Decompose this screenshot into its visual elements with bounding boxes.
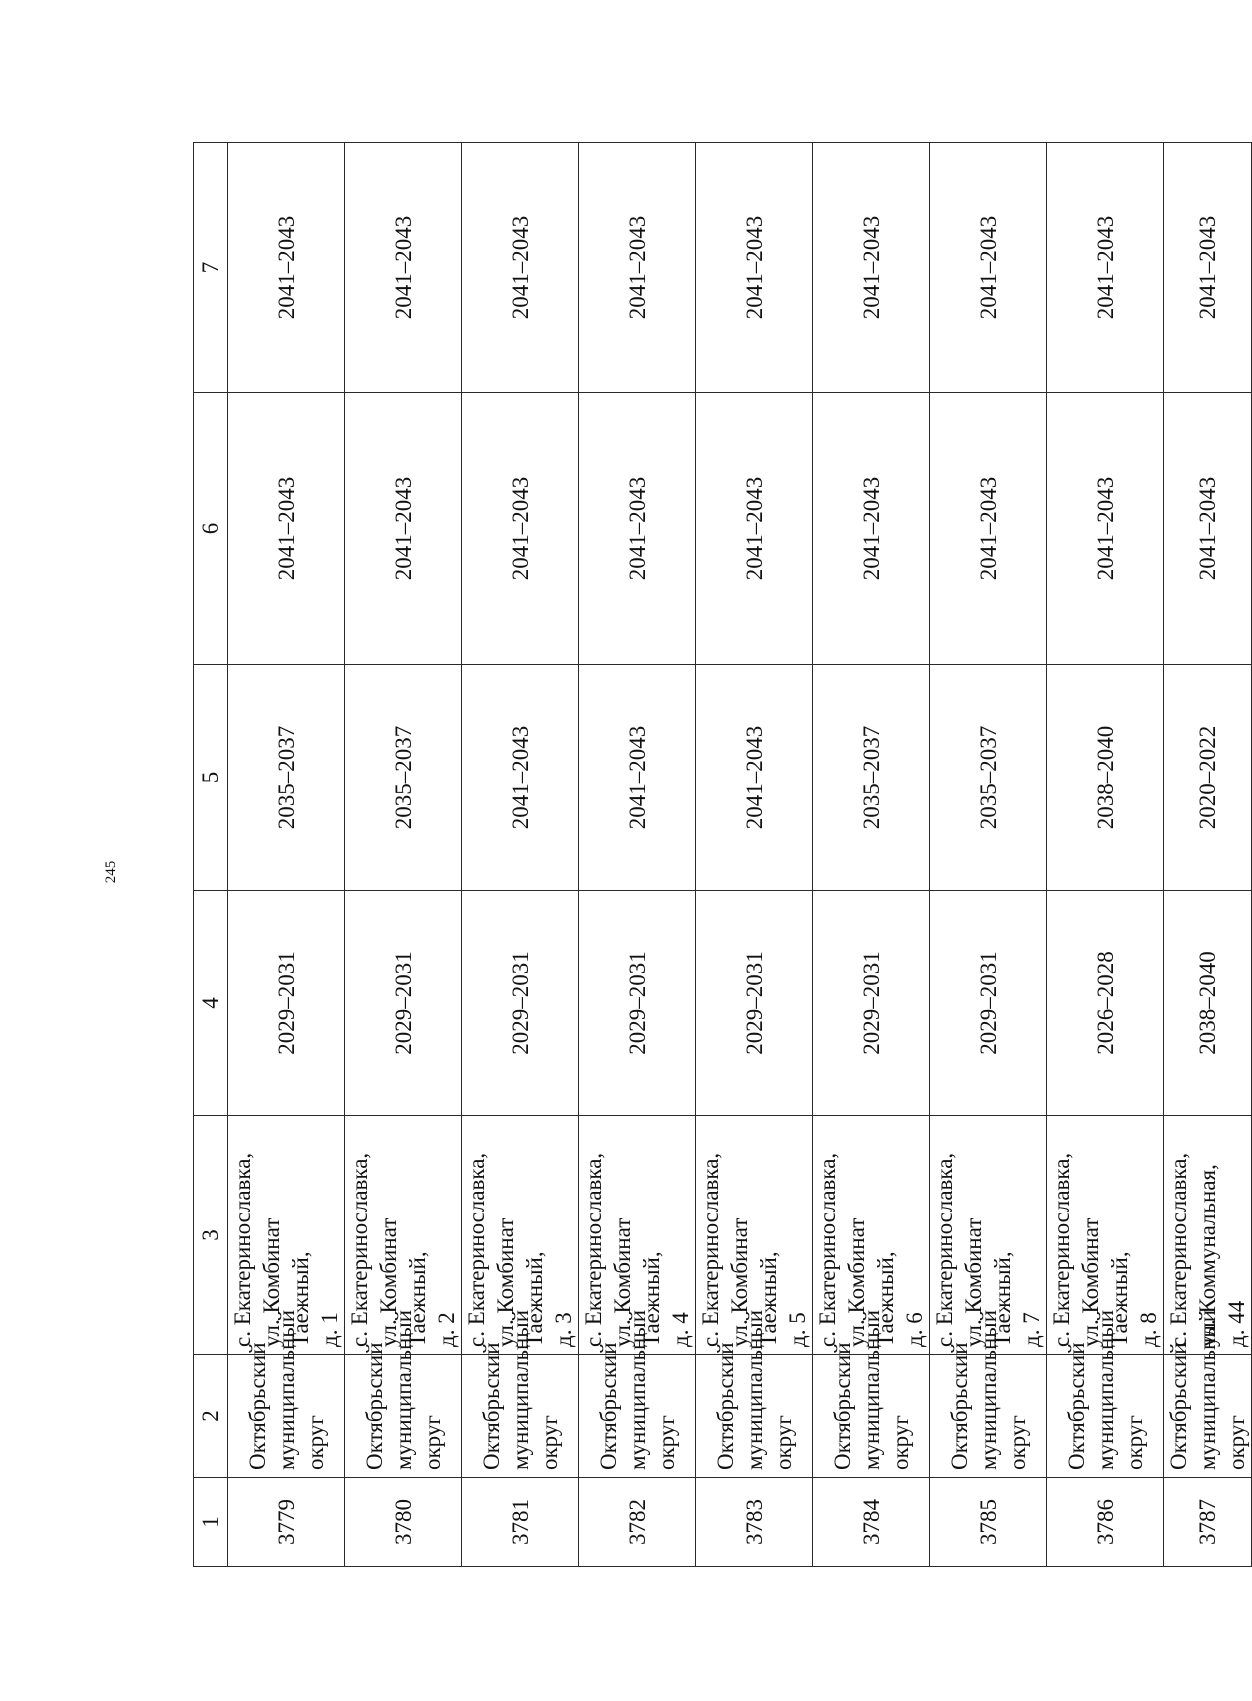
address-cell [1164,1116,1252,1355]
row-number-cell: 3784 [813,1478,930,1567]
table-row [579,143,696,1567]
period-cell-col4: 2029–2031 [696,891,813,1116]
period-cell-col4: 2029–2031 [462,891,579,1116]
table-header-row [194,143,228,1567]
district-line: округ [1224,1415,1249,1470]
row-number-cell: 3783 [696,1478,813,1567]
district-line: Октябрьский [478,1342,504,1470]
column-header: 3 [194,1116,228,1355]
address-line: с. Екатеринославка, [1166,1152,1191,1347]
rotated-table-frame [193,143,1249,1567]
address-line: ул. Комбинат Таежный, [259,1217,313,1347]
period-cell-col6: 2041–2043 [579,393,696,665]
period-cell-col4: 2029–2031 [930,891,1047,1116]
district-line: округ [887,1415,913,1470]
district-line: округ [302,1415,328,1470]
address-line: ул. Комбинат Таежный, [610,1217,664,1347]
period-cell-col4: 2029–2031 [813,891,930,1116]
row-number-cell: 3785 [930,1478,1047,1567]
address-line: ул. Комбинат Таежный, [727,1217,781,1347]
period-cell-col5: 2035–2037 [345,665,462,891]
district-line: муниципальный [624,1309,650,1470]
period-cell-col5: 2020–2022 [1164,665,1252,891]
address-cell [813,1116,930,1355]
row-number-cell: 3782 [579,1478,696,1567]
period-cell-col7: 2041–2043 [345,143,462,393]
district-line: Октябрьский [244,1342,270,1470]
address-cell [345,1116,462,1355]
address-cell [462,1116,579,1355]
district-line: муниципальный [507,1309,533,1470]
column-header: 1 [194,1478,228,1567]
period-cell-col4: 2026–2028 [1047,891,1164,1116]
period-cell-col6: 2041–2043 [696,393,813,665]
address-line: с. Екатеринославка, [932,1152,957,1347]
period-cell-col7: 2041–2043 [228,143,345,393]
address-line: д. 2 [434,1312,459,1347]
table-row [930,143,1047,1567]
table-row [345,143,462,1567]
address-line: с. Екатеринославка, [581,1152,606,1347]
period-cell-col5: 2038–2040 [1047,665,1164,891]
period-cell-col5: 2035–2037 [930,665,1047,891]
period-cell-col7: 2041–2043 [1164,143,1252,393]
address-line: с. Екатеринославка, [230,1152,255,1347]
district-line: Октябрьский [361,1342,387,1470]
period-cell-col4: 2038–2040 [1164,891,1252,1116]
address-line: с. Екатеринославка, [464,1152,489,1347]
period-cell-col6: 2041–2043 [345,393,462,665]
address-line: ул. Комбинат Таежный, [1078,1217,1132,1347]
period-cell-col5: 2041–2043 [696,665,813,891]
address-line: ул. Коммунальная, [1195,1164,1220,1347]
column-header: 5 [194,665,228,891]
data-table [193,142,1252,1567]
period-cell-col6: 2041–2043 [228,393,345,665]
period-cell-col4: 2029–2031 [228,891,345,1116]
column-header: 7 [194,143,228,393]
address-line: с. Екатеринославка, [1049,1152,1074,1347]
district-line: Октябрьский [829,1342,855,1470]
row-number-cell: 3786 [1047,1478,1164,1567]
period-cell-col6: 2041–2043 [1164,393,1252,665]
address-line: д. 1 [317,1312,342,1347]
column-header: 2 [194,1355,228,1478]
address-line: д. 44 [1224,1300,1249,1347]
table-row [696,143,813,1567]
period-cell-col4: 2029–2031 [345,891,462,1116]
period-cell-col7: 2041–2043 [813,143,930,393]
district-line: муниципальный [975,1309,1001,1470]
table-row [228,143,345,1567]
period-cell-col6: 2041–2043 [813,393,930,665]
address-cell [1047,1116,1164,1355]
table-row [462,143,579,1567]
period-cell-col6: 2041–2043 [462,393,579,665]
address-cell [579,1116,696,1355]
address-line: ул. Комбинат Таежный, [376,1217,430,1347]
address-line: ул. Комбинат Таежный, [961,1217,1015,1347]
period-cell-col7: 2041–2043 [696,143,813,393]
address-cell [930,1116,1047,1355]
period-cell-col5: 2035–2037 [813,665,930,891]
district-line: округ [653,1415,679,1470]
district-line: муниципальный [1195,1309,1220,1470]
district-line: округ [770,1415,796,1470]
address-cell [228,1116,345,1355]
district-line: Октябрьский [712,1342,738,1470]
district-line: муниципальный [1092,1309,1118,1470]
period-cell-col6: 2041–2043 [1047,393,1164,665]
address-line: д. 4 [668,1312,693,1347]
address-line: д. 5 [785,1312,810,1347]
period-cell-col7: 2041–2043 [930,143,1047,393]
row-number-cell: 3781 [462,1478,579,1567]
period-cell-col6: 2041–2043 [930,393,1047,665]
row-number-cell: 3787 [1164,1478,1252,1567]
period-cell-col4: 2029–2031 [579,891,696,1116]
row-number-cell: 3780 [345,1478,462,1567]
period-cell-col5: 2041–2043 [579,665,696,891]
table-row [1164,143,1252,1567]
page-number: 245 [103,860,119,884]
address-line: ул. Комбинат Таежный, [493,1217,547,1347]
column-header: 6 [194,393,228,665]
district-line: Октябрьский [1063,1342,1089,1470]
rotated-table-inner [193,143,1249,1567]
district-line: муниципальный [273,1309,299,1470]
period-cell-col5: 2035–2037 [228,665,345,891]
address-cell [696,1116,813,1355]
address-line: с. Екатеринославка, [347,1152,372,1347]
address-line: д. 3 [551,1312,576,1347]
column-header: 4 [194,891,228,1116]
district-line: муниципальный [741,1309,767,1470]
district-line: Октябрьский [1166,1342,1191,1470]
period-cell-col7: 2041–2043 [462,143,579,393]
district-line: округ [536,1415,562,1470]
address-line: с. Екатеринославка, [815,1152,840,1347]
district-line: округ [419,1415,445,1470]
address-line: д. 8 [1136,1312,1161,1347]
district-line: муниципальный [858,1309,884,1470]
district-line: муниципальный [390,1309,416,1470]
period-cell-col7: 2041–2043 [1047,143,1164,393]
table-row [1047,143,1164,1567]
period-cell-col5: 2041–2043 [462,665,579,891]
district-line: округ [1121,1415,1147,1470]
district-line: Октябрьский [595,1342,621,1470]
address-line: с. Екатеринославка, [698,1152,723,1347]
period-cell-col7: 2041–2043 [579,143,696,393]
address-line: ул. Комбинат Таежный, [844,1217,898,1347]
district-line: округ [1004,1415,1030,1470]
district-line: Октябрьский [946,1342,972,1470]
table-row [813,143,930,1567]
address-line: д. 7 [1019,1312,1044,1347]
address-line: д. 6 [902,1312,927,1347]
row-number-cell: 3779 [228,1478,345,1567]
